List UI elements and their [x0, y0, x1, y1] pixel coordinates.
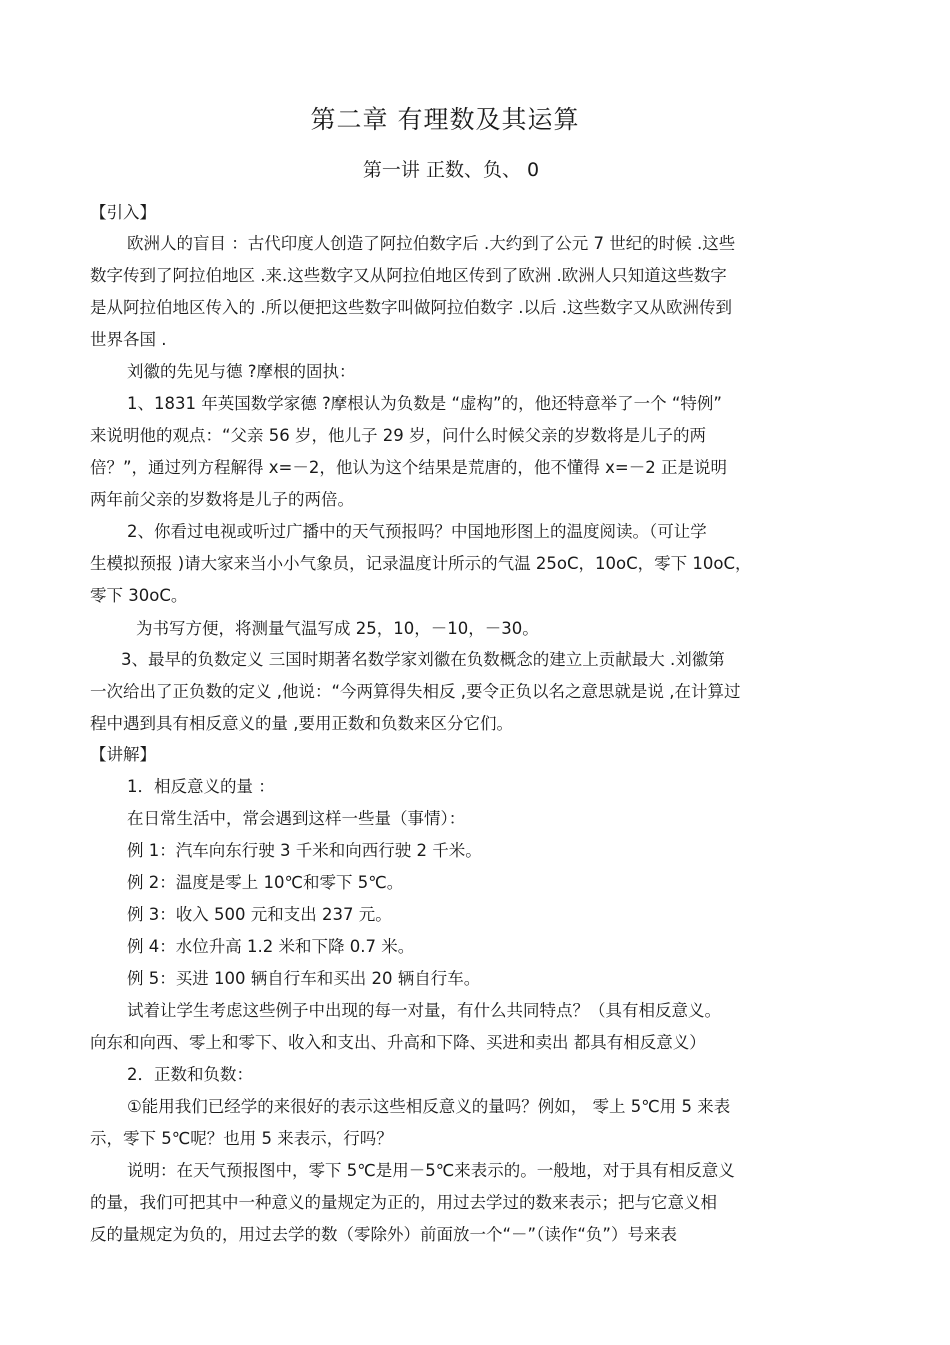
lecture-subtitle: 第一讲 正数、负、 0: [362, 159, 540, 181]
paragraph-line: 两年前父亲的岁数将是儿子的两倍。: [90, 490, 354, 509]
paragraph-line: 世界各国 .: [90, 330, 167, 349]
paragraph-line: 反的量规定为负的，用过去学的数（零除外）前面放一个“－”（读作“负”）号来表: [90, 1225, 677, 1244]
chapter-title: 第二章 有理数及其运算: [310, 105, 580, 134]
paragraph-line: 在日常生活中，常会遇到这样一些量（事情）：: [127, 809, 466, 828]
example-line: 例 3：收入 500 元和支出 237 元。: [127, 905, 392, 924]
paragraph-line: 3、最早的负数定义 三国时期著名数学家刘徽在负数概念的建立上贡献最大 .刘徽第: [121, 650, 725, 669]
paragraph-line: 程中遇到具有相反意义的量 ,要用正数和负数来区分它们。: [90, 714, 513, 733]
paragraph-line: 来说明他的观点：“父亲 56 岁，他儿子 29 岁，问什么时候父亲的岁数将是儿子的两: [90, 426, 707, 445]
paragraph-line: 是从阿拉伯地区传入的 .所以便把这些数字叫做阿拉伯数字 .以后 .这些数字又从欧洲传到: [90, 298, 732, 317]
paragraph-line: 向东和向西、零上和零下、收入和支出、升高和下降、买进和卖出 都具有相反意义）: [90, 1033, 706, 1052]
paragraph-line: 试着让学生考虑这些例子中出现的每一对量，有什么共同特点？（具有相反意义。: [127, 1001, 721, 1020]
paragraph-line: 欧洲人的盲目 ：古代印度人创造了阿拉伯数字后 .大约到了公元 7 世纪的时候 .这些: [127, 234, 736, 253]
example-line: 例 4：水位升高 1.2 米和下降 0.7 米。: [127, 937, 415, 956]
section-heading-intro: 【引入】: [90, 203, 156, 222]
paragraph-line: 倍？”，通过列方程解得 x=－2，他认为这个结果是荒唐的，他不懂得 x=－2 正是说明: [90, 458, 727, 477]
paragraph-line: 为书写方便，将测量气温写成 25，10，－10，－30。: [136, 619, 539, 638]
paragraph-line: ①能用我们已经学的来很好的表示这些相反意义的量吗？例如， 零上 5℃用 5 来表: [127, 1097, 731, 1116]
paragraph-line: 2、你看过电视或听过广播中的天气预报吗？中国地形图上的温度阅读。（可让学: [127, 522, 707, 541]
subsection-heading: 1．相反意义的量 ：: [127, 777, 275, 796]
paragraph-line: 零下 30oC。: [90, 586, 188, 605]
paragraph-line: 数字传到了阿拉伯地区 .来.这些数字又从阿拉伯地区传到了欧洲 .欧洲人只知道这些数字: [90, 266, 727, 285]
example-line: 例 5：买进 100 辆自行车和买出 20 辆自行车。: [127, 969, 481, 988]
paragraph-line: 说明：在天气预报图中，零下 5℃是用－5℃来表示的。一般地，对于具有相反意义: [127, 1161, 735, 1180]
paragraph-line: 示，零下 5℃呢？也用 5 来表示，行吗？: [90, 1129, 393, 1148]
example-line: 例 1：汽车向东行驶 3 千米和向西行驶 2 千米。: [127, 841, 482, 860]
paragraph-line: 1、1831 年英国数学家德 ?摩根认为负数是 “虚构”的，他还特意举了一个 “特例”: [127, 394, 722, 413]
paragraph-line: 一次给出了正负数的定义 ,他说：“今两算得失相反 ,要令正负以名之意思就是说 ,在计算过: [90, 682, 741, 701]
section-heading-explain: 【讲解】: [90, 745, 156, 764]
subsection-heading: 2．正数和负数：: [127, 1065, 253, 1084]
paragraph-line: 的量，我们可把其中一种意义的量规定为正的，用过去学过的数来表示；把与它意义相: [90, 1193, 717, 1212]
paragraph-line: 刘徽的先见与德 ?摩根的固执：: [127, 362, 356, 381]
paragraph-line: 生模拟预报 )请大家来当小小气象员，记录温度计所示的气温 25oC，10oC，零下 10oC，: [90, 554, 752, 573]
example-line: 例 2：温度是零上 10℃和零下 5℃。: [127, 873, 404, 892]
